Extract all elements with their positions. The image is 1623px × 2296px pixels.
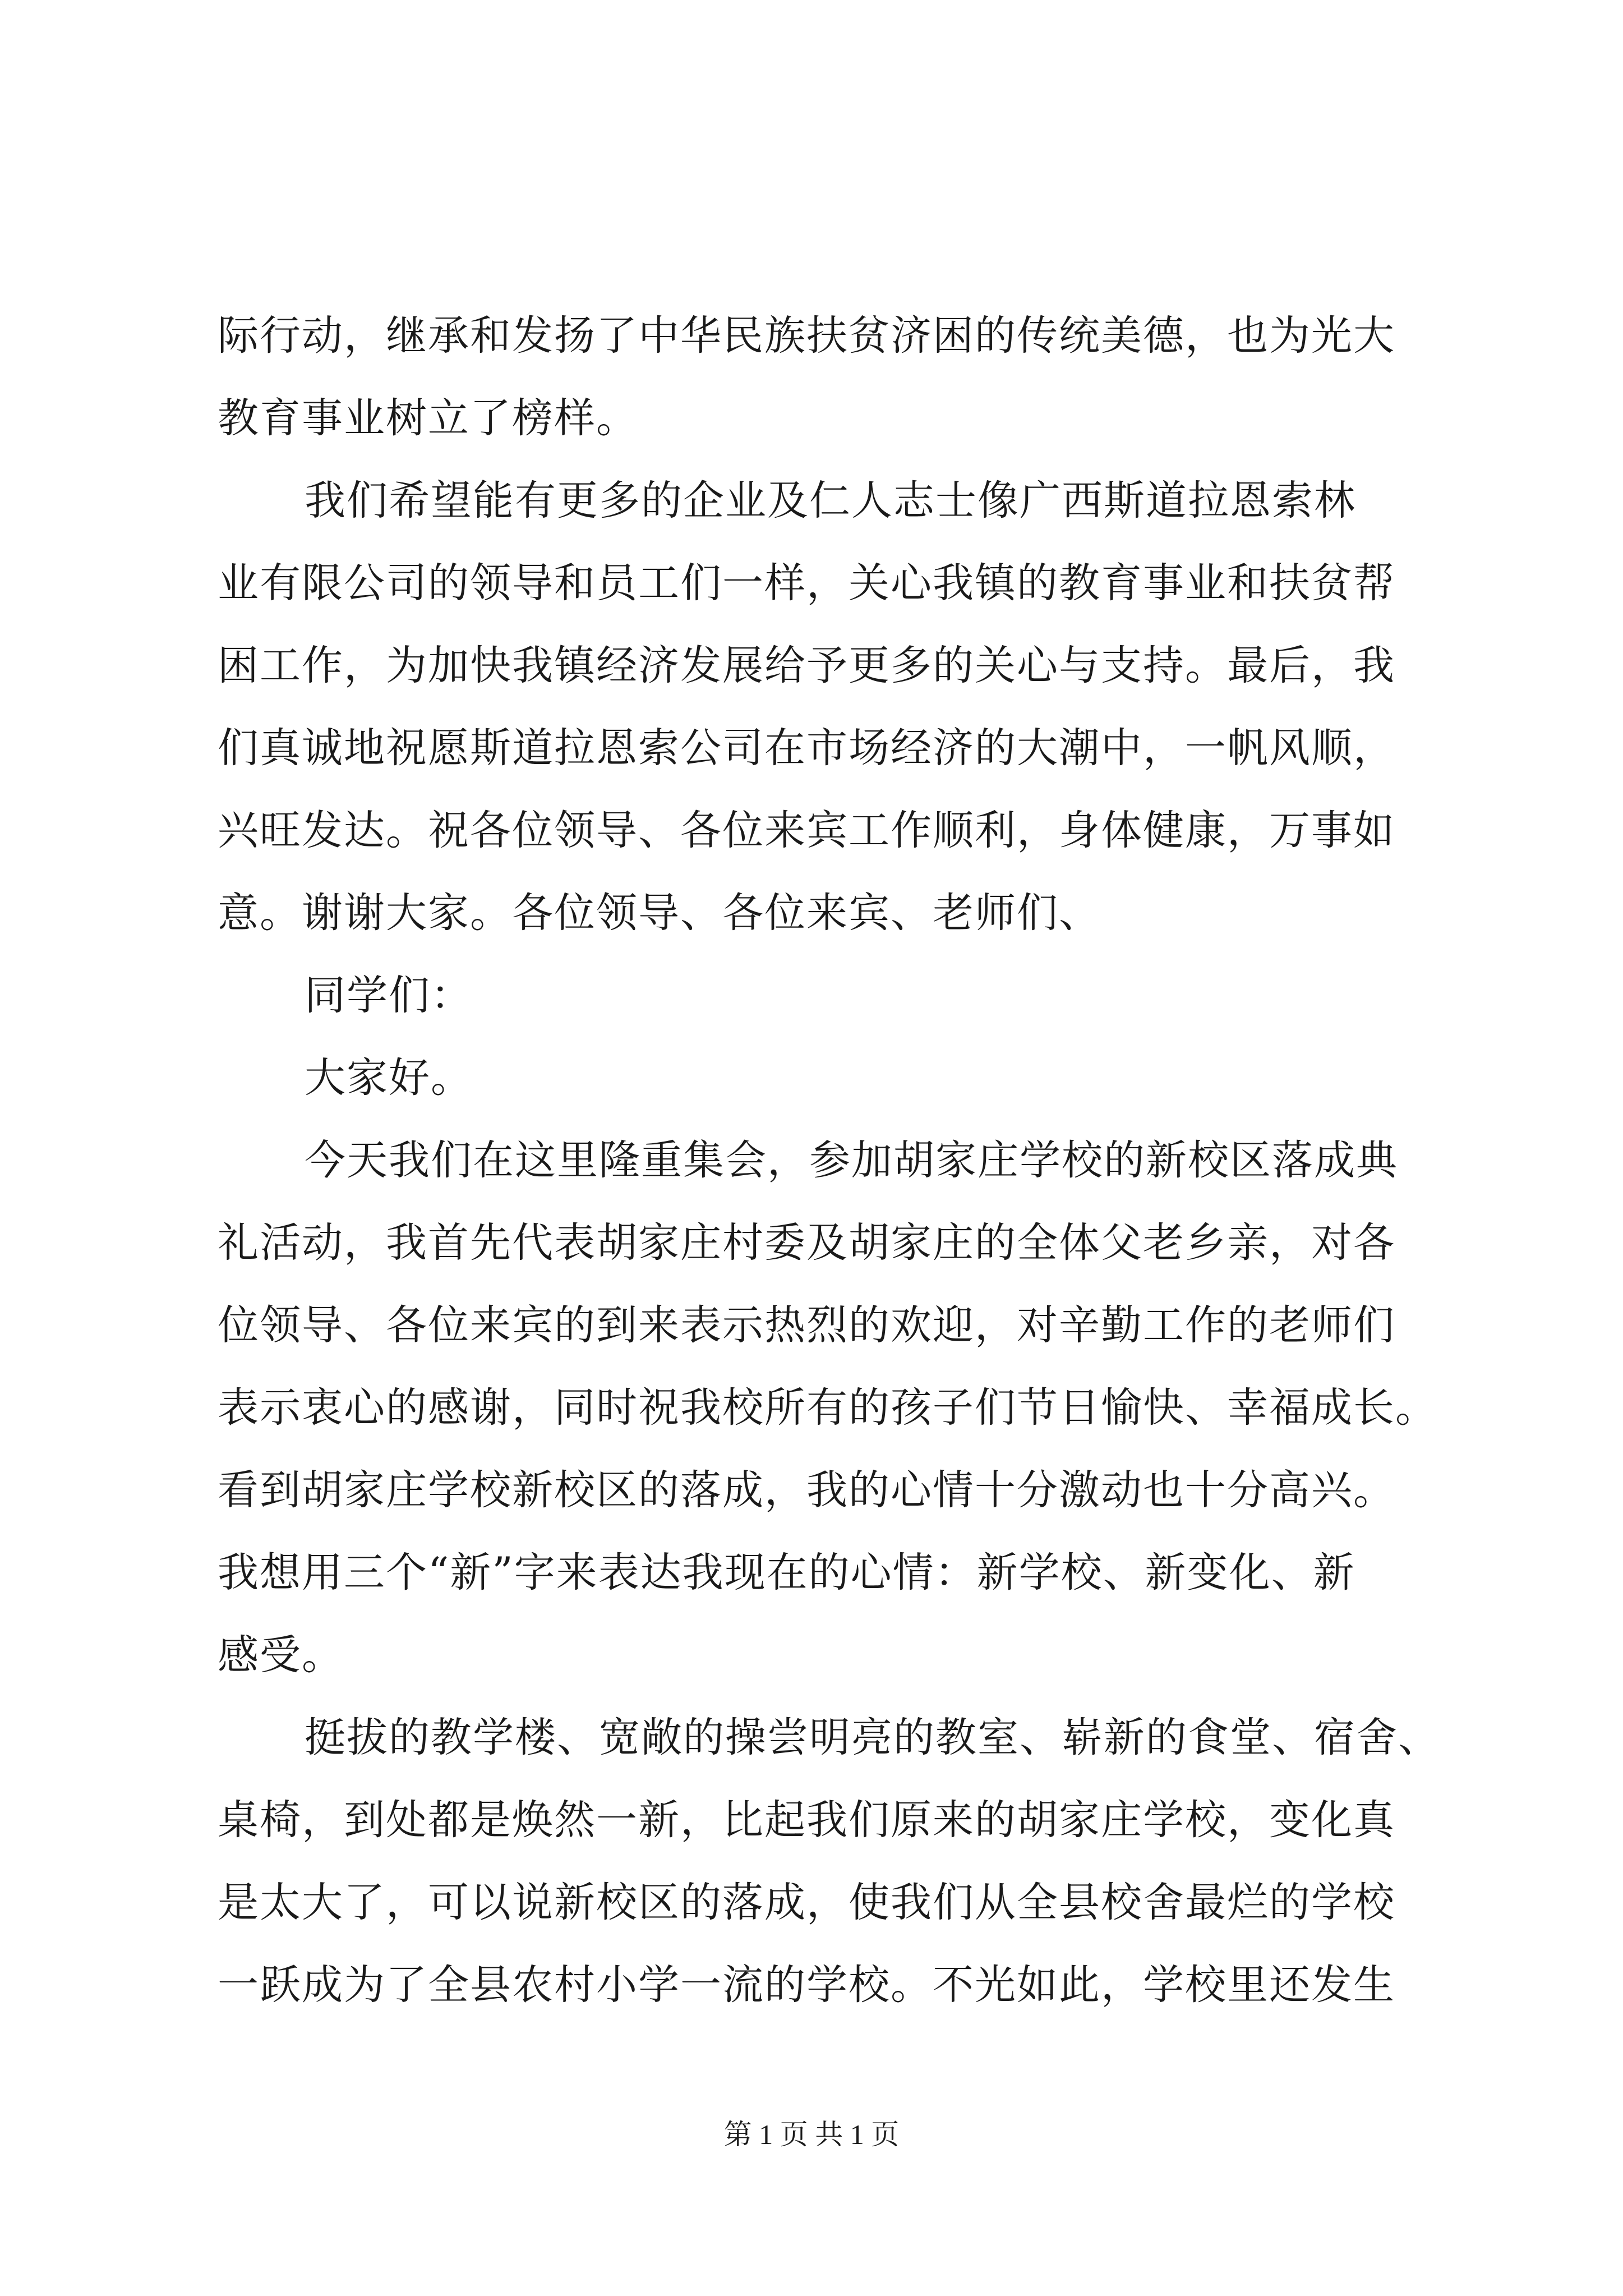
text-line: 兴旺发达。祝各位领导、各位来宾工作顺利，身体健康，万事如 bbox=[218, 807, 1395, 854]
text-line: 桌椅，到处都是焕然一新，比起我们原来的胡家庄学校，变化真 bbox=[218, 1796, 1395, 1844]
text-line: 位领导、各位来宾的到来表示热烈的欢迎，对辛勤工作的老师们 bbox=[218, 1301, 1395, 1349]
text-line: 一跃成为了全县农村小学一流的学校。不光如此，学校里还发生 bbox=[218, 1961, 1395, 2009]
text-line: 大家好。 bbox=[305, 1054, 473, 1102]
text-line: 同学们： bbox=[305, 972, 473, 1019]
text-line: 礼活动，我首先代表胡家庄村委及胡家庄的全体父老乡亲，对各 bbox=[218, 1219, 1395, 1267]
text-line: 业有限公司的领导和员工们一样，关心我镇的教育事业和扶贫帮 bbox=[218, 559, 1395, 607]
text-line: 表示衷心的感谢，同时祝我校所有的孩子们节日愉快、幸福成长。 bbox=[218, 1384, 1437, 1432]
text-line: 际行动，继承和发扬了中华民族扶贫济困的传统美德，也为光大 bbox=[218, 312, 1395, 360]
text-line: 是太大了，可以说新校区的落成，使我们从全县校舍最烂的学校 bbox=[218, 1879, 1395, 1926]
text-line: 意。谢谢大家。各位领导、各位来宾、老师们、 bbox=[218, 889, 1101, 937]
text-line: 今天我们在这里隆重集会，参加胡家庄学校的新校区落成典 bbox=[305, 1137, 1398, 1184]
text-line: 教育事业树立了榜样。 bbox=[218, 394, 638, 442]
text-line: 我想用三个“新”字来表达我现在的心情：新学校、新变化、新 bbox=[218, 1549, 1355, 1596]
text-line: 们真诚地祝愿斯道拉恩索公司在市场经济的大潮中，一帆风顺， bbox=[218, 724, 1395, 772]
text-line: 看到胡家庄学校新校区的落成，我的心情十分激动也十分高兴。 bbox=[218, 1466, 1395, 1514]
text-line: 困工作，为加快我镇经济发展给予更多的关心与支持。最后，我 bbox=[218, 642, 1395, 689]
text-line: 挺拔的教学楼、宽敞的操尝明亮的教室、崭新的食堂、宿舍、 bbox=[305, 1714, 1440, 1761]
text-line: 我们希望能有更多的企业及仁人志士像广西斯道拉恩索林 bbox=[305, 477, 1356, 524]
text-line: 感受。 bbox=[218, 1631, 344, 1679]
page-footer: 第 1 页 共 1 页 bbox=[723, 2119, 900, 2150]
document-body bbox=[218, 295, 1440, 2026]
